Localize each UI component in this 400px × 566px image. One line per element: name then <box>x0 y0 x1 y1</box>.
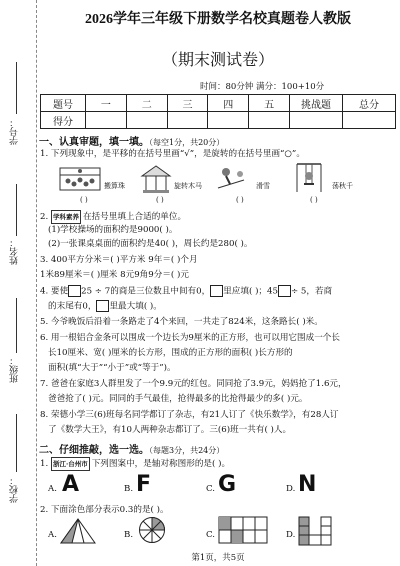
score-header-cell: 五 <box>249 95 290 112</box>
q4-text: 的末尾有0， <box>48 301 97 312</box>
u-shape-icon[interactable] <box>298 516 332 546</box>
q1-pic-label: 搬算珠 <box>104 182 125 190</box>
score-header-cell: 一 <box>86 95 127 112</box>
region-tag: 浙江·台州市 <box>51 457 90 471</box>
binding-line <box>16 62 17 114</box>
q1-answer-blank[interactable]: ( ) <box>310 196 318 204</box>
digit-box[interactable] <box>68 285 81 297</box>
score-cell[interactable] <box>343 112 396 129</box>
option-c-letter[interactable]: G <box>218 472 237 497</box>
score-cell[interactable] <box>167 112 208 129</box>
score-header-cell: 三 <box>167 95 208 112</box>
q4-text: 里最大填( )。 <box>109 301 162 312</box>
option-a-label: A. <box>48 484 57 494</box>
option-d-letter[interactable]: N <box>298 472 317 497</box>
question-2-prompt: 在括号里填上合适的单位。 <box>82 212 187 222</box>
q1-answer-blank[interactable]: ( ) <box>236 196 244 204</box>
score-header-cell: 总分 <box>343 95 396 112</box>
binding-label-student-id: 学号： <box>10 118 20 145</box>
section-1-title: 一、认真审题，填一填。 <box>39 137 149 148</box>
score-header-row <box>41 95 396 112</box>
score-cell[interactable] <box>86 112 127 129</box>
question-2a: (1)学校操场的面积约是9000( )。 <box>48 225 178 235</box>
option-d-label: D. <box>286 530 296 540</box>
question-5: 5. 今爷晚饭后沿着一条路走了4个来回，一共走了824米，这条路长( )米。 <box>40 317 323 327</box>
score-value-row <box>41 112 396 129</box>
score-cell[interactable] <box>290 112 343 129</box>
question-7b: 爸爸抢了( )元。同同的手气最佳，抢得最多的比抢得最少的多( )元。 <box>48 394 308 404</box>
question-6a: 6. 用一根铝合金条可以围成一个边长为9厘米的正方形，也可以用它围成一个长 <box>40 333 340 343</box>
question-2-text: 2. 学科素养 在括号里填上合适的单位。 <box>40 212 187 222</box>
section-1-points: （每空1分，共20分） <box>149 138 225 147</box>
question-1-text: 1. 下列现象中，是平移的在括号里画“√”，是旋转的在括号里画“○”。 <box>40 149 305 159</box>
literacy-tag: 学科素养 <box>51 210 81 224</box>
option-b-letter[interactable]: F <box>136 472 152 497</box>
digit-box[interactable] <box>96 300 109 312</box>
score-cell[interactable] <box>126 112 167 129</box>
q4-text: 25 ÷ 7的商是三位数且中间有0， <box>81 286 211 297</box>
option-c-label: C. <box>206 530 216 540</box>
page-subtitle: （期末测试卷） <box>161 52 274 69</box>
score-cell[interactable] <box>249 112 290 129</box>
binding-label-name: 姓名： <box>10 238 20 265</box>
binding-line <box>16 414 17 472</box>
q4-text: 里应填( )；45 <box>223 286 278 297</box>
page-title: 2026学年三年级下册数学名校真题卷人教版 <box>85 12 351 27</box>
exam-meta: 时间：80分钟 满分：100+10分 <box>200 82 325 92</box>
question-2-2-text: 2. 下面涂色部分表示0.3的是( )。 <box>40 505 169 515</box>
score-header-cell: 四 <box>208 95 249 112</box>
q1-answer-blank[interactable]: ( ) <box>80 196 88 204</box>
score-header-cell: 挑战题 <box>290 95 343 112</box>
digit-box[interactable] <box>210 285 223 297</box>
page-footer: 第1页，共5页 <box>191 553 245 563</box>
q4-text: ÷ 5，若商 <box>290 286 333 297</box>
triangle-shape-icon[interactable] <box>60 518 96 544</box>
binding-strip <box>0 0 37 566</box>
score-table <box>40 94 396 129</box>
grid-shape-icon[interactable] <box>218 516 268 544</box>
question-4b <box>48 300 162 313</box>
section-2-points: （每题3分，共24分） <box>149 446 225 455</box>
q1-pic-label: 荡秋千 <box>332 182 353 190</box>
question-2-1-text: 1. 浙江·台州市 下列图案中，是轴对称图形的是( )。 <box>40 459 231 469</box>
question-2b: (2)一张课桌桌面的面积约是40( )，周长约是280( )。 <box>48 239 253 249</box>
question-6b: 长10厘米、宽( )厘米的长方形，围成的正方形的面积( )长方形的 <box>48 348 293 358</box>
question-4a <box>40 285 332 298</box>
option-d-label: D. <box>286 484 296 494</box>
abacus-icon <box>58 166 102 192</box>
binding-line <box>16 184 17 236</box>
score-row-label: 得分 <box>41 112 86 129</box>
section-2-title: 二、仔细推敲，选一选。 <box>39 445 149 456</box>
binding-line <box>16 298 17 353</box>
q1-answer-blank[interactable]: ( ) <box>156 196 164 204</box>
digit-box[interactable] <box>278 285 291 297</box>
question-8b: 了《数学大王》，有10人两种杂志都订了。三(6)班一共有( )人。 <box>48 425 292 435</box>
question-3b: 1米89厘米＝( )厘米 8元9角9分＝( )元 <box>40 270 189 280</box>
score-header-cell: 题号 <box>41 95 86 112</box>
option-c-label: C. <box>206 484 216 494</box>
option-a-letter[interactable]: A <box>62 472 80 497</box>
question-8a: 8. 荣德小学三(6)班每名同学都订了杂志，有21人订了《快乐数学》，有28人订 <box>40 410 339 420</box>
option-b-label: B. <box>124 530 134 540</box>
question-3a: 3. 400平方分米＝( )平方米 9年＝( )个月 <box>40 255 198 265</box>
option-b-label: B. <box>124 484 134 494</box>
score-cell[interactable] <box>208 112 249 129</box>
question-2-1-prompt: 下列图案中，是轴对称图形的是( )。 <box>91 459 231 469</box>
q4-text: 4. 要使 <box>40 286 69 297</box>
skier-icon <box>214 166 250 192</box>
section-1-heading <box>39 133 224 148</box>
swing-icon <box>294 162 324 194</box>
binding-label-class: 班级： <box>10 356 20 383</box>
q1-pic-label: 旋转木马 <box>174 182 202 190</box>
option-a-label: A. <box>48 530 57 540</box>
binding-label-school: 学校： <box>10 476 20 503</box>
question-7a: 7. 爸爸在家庭3人群里发了一个9.9元的红包。同同抢了3.9元，妈妈抢了1.6元， <box>40 379 347 389</box>
question-6c: 面积(填“大于”“小于”或“等于”)。 <box>48 363 176 373</box>
circle-shape-icon[interactable] <box>138 516 166 544</box>
score-header-cell: 二 <box>126 95 167 112</box>
section-2-heading <box>39 441 224 456</box>
carousel-icon <box>140 164 172 194</box>
q1-pic-label: 滑雪 <box>256 182 270 190</box>
